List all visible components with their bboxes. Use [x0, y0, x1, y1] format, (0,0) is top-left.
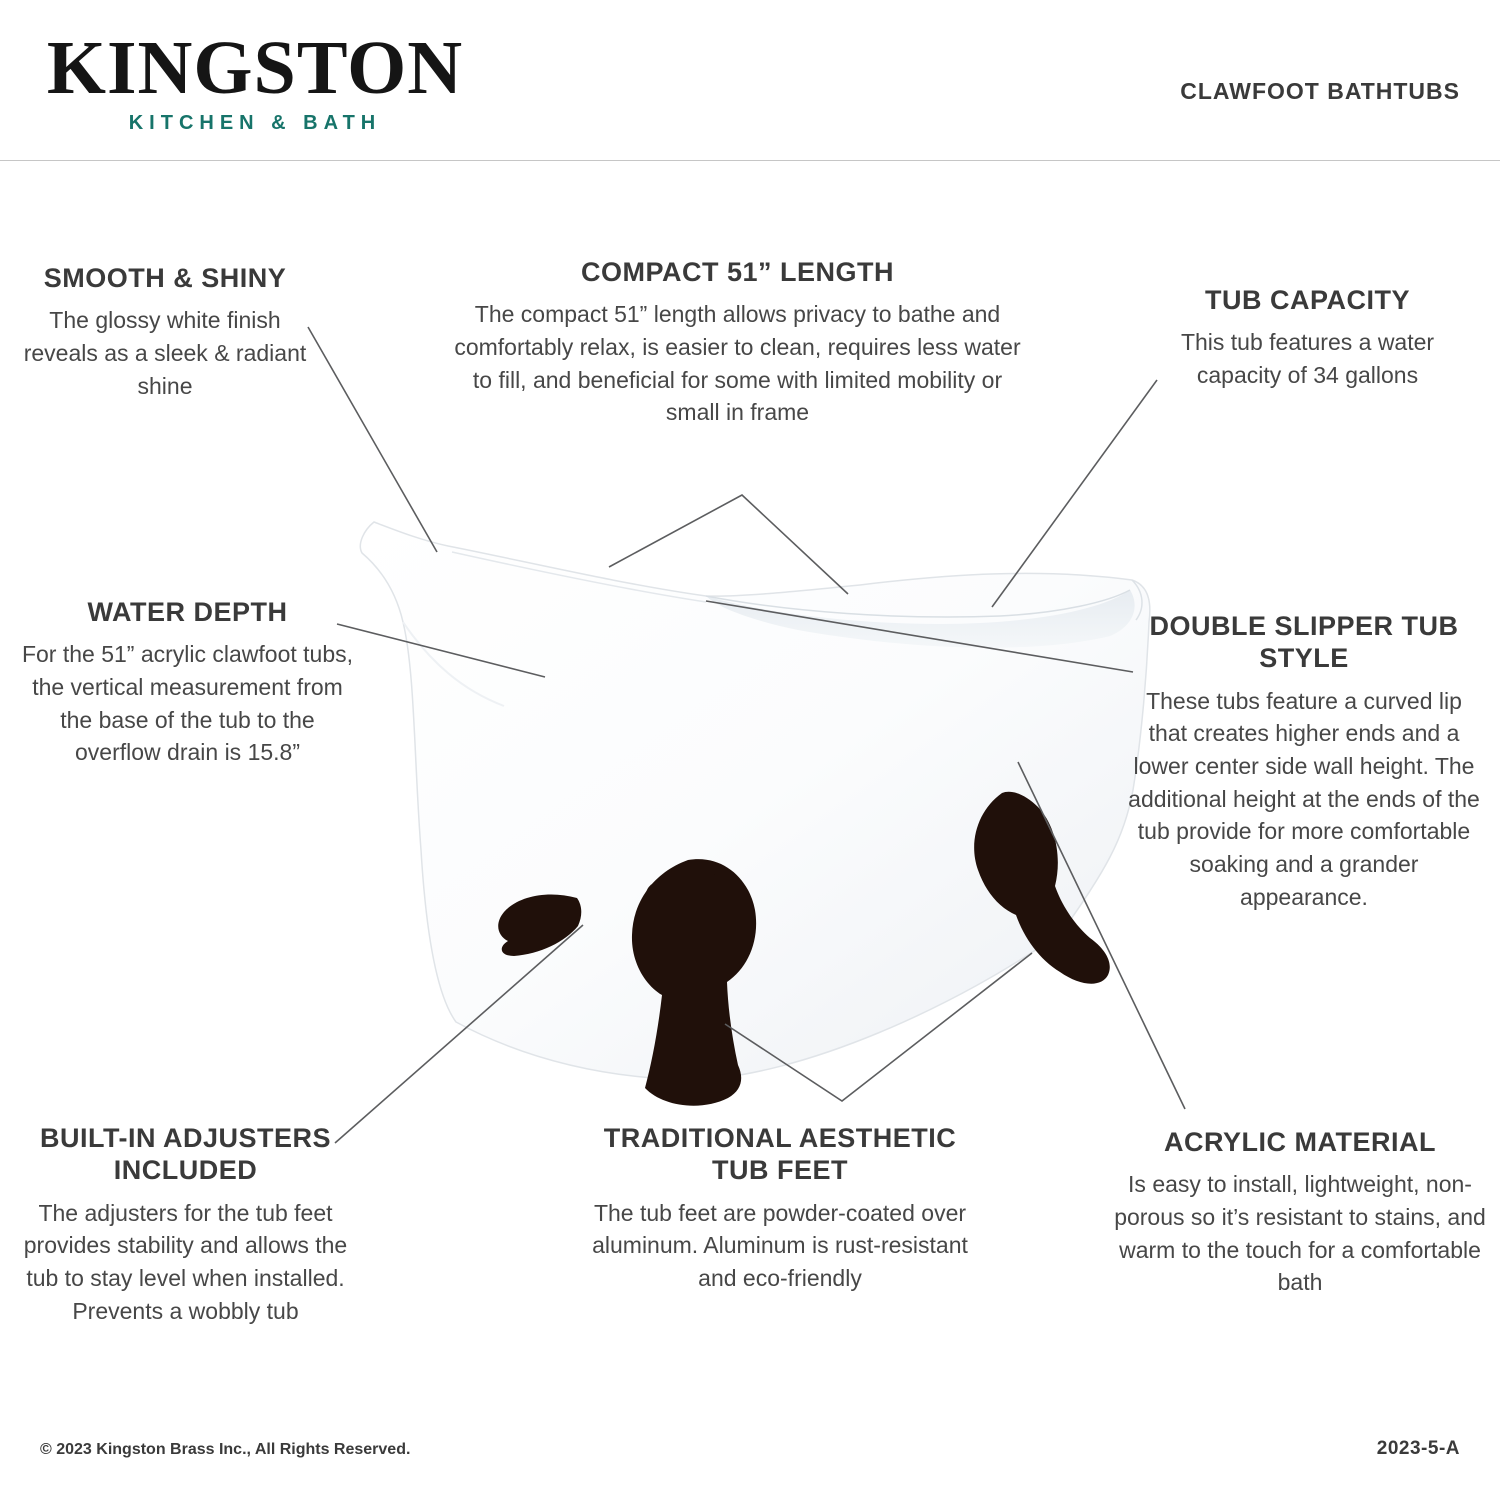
callout-body: The adjusters for the tub feet provides stability and allows the tub to stay level when installed. Prevents a wobbly tub	[23, 1199, 348, 1324]
callout-traditional-feet	[575, 1122, 985, 1295]
callout-water-depth	[20, 596, 355, 769]
callout-body: Is easy to install, lightweight, non-porous so it’s resistant to stains, and warm to the touch for a comfortable bath	[1114, 1171, 1486, 1296]
callout-body: For the 51” acrylic clawfoot tubs, the vertical measurement from the base of the tub to the overflow drain is 15.8”	[21, 641, 354, 766]
callout-title: BUILT-IN ADJUSTERS INCLUDED	[39, 1123, 331, 1186]
brand-logo	[40, 26, 470, 135]
callout-title: SMOOTH & SHINY	[43, 263, 287, 293]
brand-logo-subtitle: KITCHEN & BATH	[128, 112, 382, 134]
callout-tub-capacity	[1140, 284, 1475, 392]
callout-title: TUB CAPACITY	[1205, 285, 1410, 315]
callout-title: COMPACT 51” LENGTH	[580, 257, 894, 287]
page-title: CLAWFOOT BATHTUBS	[1180, 78, 1460, 104]
callout-body: The glossy white finish reveals as a sleek & radiant shine	[23, 307, 307, 399]
callout-title: TRADITIONAL AESTHETIC TUB FEET	[603, 1123, 957, 1186]
leader-line-smooth-shiny	[308, 327, 437, 552]
footer-copyright: © 2023 Kingston Brass Inc., All Rights Reserved.	[40, 1441, 411, 1458]
callout-smooth-shiny	[20, 262, 310, 402]
callout-double-slipper	[1128, 610, 1480, 913]
callout-body: The compact 51” length allows privacy to bathe and comfortably relax, is easier to clean, requires less water to fill, and beneficial for some with limited mobility or small in frame	[454, 301, 1021, 426]
callout-title: DOUBLE SLIPPER TUB STYLE	[1149, 611, 1459, 674]
callout-body: This tub features a water capacity of 34 gallons	[1180, 329, 1435, 389]
header-divider	[0, 160, 1500, 161]
tub-body	[360, 522, 1149, 1080]
callout-body: The tub feet are powder-coated over aluminum. Aluminum is rust-resistant and eco-friendly	[592, 1199, 968, 1292]
footer-document-code: 2023-5-A	[1376, 1438, 1460, 1459]
leader-line-compact-length	[609, 495, 848, 594]
callout-title: ACRYLIC MATERIAL	[1164, 1127, 1436, 1157]
callout-acrylic-material	[1105, 1126, 1495, 1299]
callout-body: These tubs feature a curved lip that creates higher ends and a lower center side wall height. The additional height at the ends of the tub provide for more comfortable soaking and a grander appearance.	[1128, 687, 1480, 910]
callout-built-in-adjusters	[18, 1122, 353, 1327]
brand-logo-title: KINGSTON	[46, 26, 464, 110]
callout-title: WATER DEPTH	[87, 597, 288, 627]
callout-compact-length	[445, 256, 1030, 429]
